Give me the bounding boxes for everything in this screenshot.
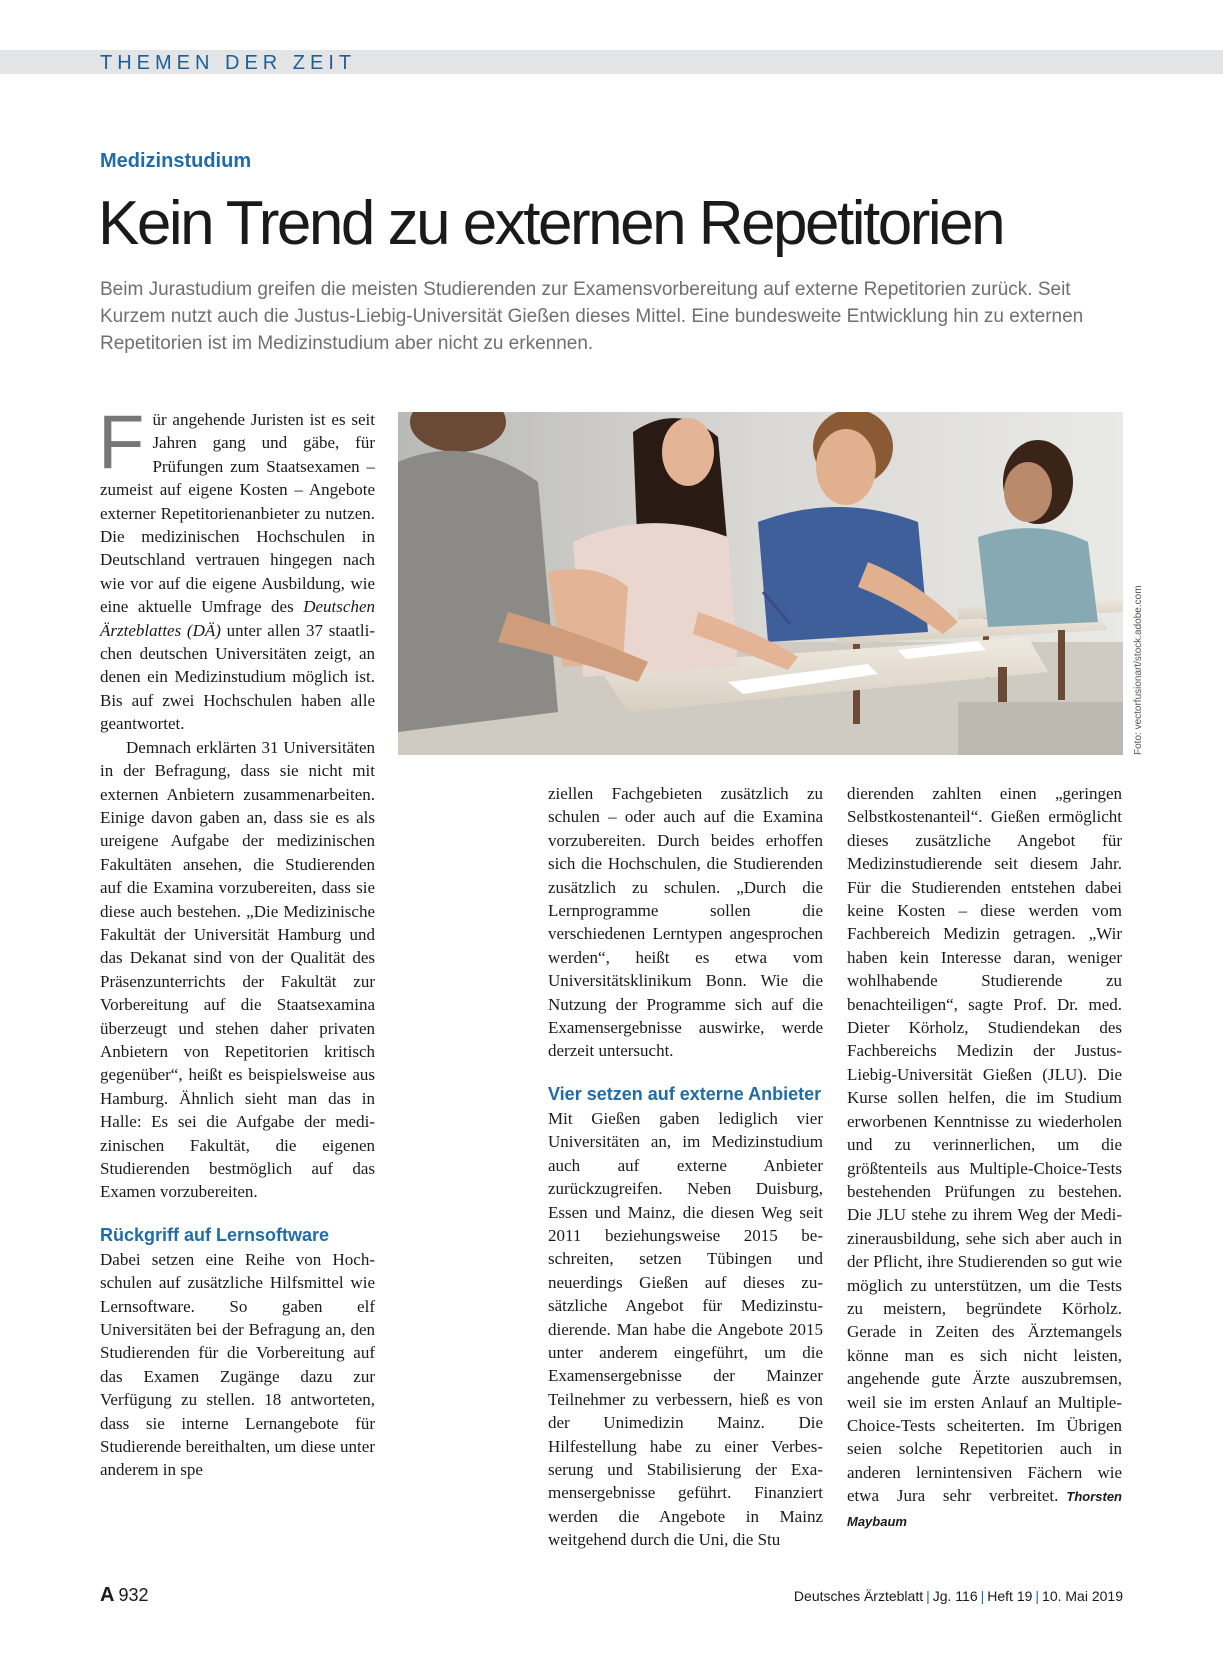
drop-cap: F [98,400,145,485]
section-label: THEMEN DER ZEIT [100,52,357,74]
paragraph-3-continued: ziellen Fachgebieten zusätzlich zu schulen – oder auch auf die Examina vorzubereiten. Durch beides erhoffen sich die Hochschulen, die Studierenden zusätzlich zu schulen. „Durch die Lernprogramme sollen die verschiedenen Lerntypen angesprochen werden“, heißt es etwa vom Universitätsklinikum Bonn. Wie die Nutzung der Programme sich auf die Examensergebnisse auswirke, werde derzeit untersucht. [548,784,823,1061]
paragraph-3: Dabei setzen eine Reihe von Hochschulen auf zusätzliche Hilfsmittel wie Lernsoftware. So gaben elf Universitäten bei der Befragung an, den Studierenden für die Vorbereitung auf das Examen Zugänge dazu zur Verfügung zu stellen. 18 antworteten, dass sie interne Lernangebote für Studierende bereithalten, um diese unter anderem in spe [100,1249,375,1480]
subhead-lernsoftware: Rückgriff auf Lernsoftware [100,1224,330,1245]
page-prefix: A [100,1584,115,1606]
footer-separator: | [1035,1588,1040,1604]
intro-text-end: unter allen 37 staatlichen deutschen Universitäten zeigt, an denen ein Medizinstudium möglich ist. Bis auf zwei Hochschulen haben alle geantwortet. [100,620,375,734]
paragraph-4-continued-text: dierenden zahlten einen „geringen Selbstkostenanteil“. Gießen ermöglicht dieses zusätzliche Angebot für Medizinstudierende seit diesem Jahr. Für die Studierenden entstehen dabei keine Kosten – diese werden vom Fachbereich Medizin getragen. „Wir haben kein Interesse daran, weniger wohlhabende Studierende zu benachteiligen“, sagte Prof. Dr. med. Dieter Körholz, Studiendekan des Fachbereichs Medizin der Justus-Liebig-Universität Gießen (JLU). Die Kurse sollen helfen, die im Studium erworbenen Kenntnisse zu wiederholen und zu verinnerlichen, um die größtenteils aus Multiple-Choice-Tests bestehenden Prüfungen zu bestehen. Die JLU stehe zu ihrem Weg der Medizinerausbildung, sehe sich aber auch in der Pflicht, ihre Studierenden so gut wie möglich zu unterstützen, um die Tests zu meistern, begründete Körholz. Gerade in Zeiten des Ärztemangels könne man es sich nicht leisten, angehende gute Ärzte auszubremsen, weil sie im ersten Anlauf an Multiple-Choice-Tests scheiterten. Im Übrigen seien solche Repetitorien auch in anderen lernintensiven Fächern wie etwa Jura sehr verbreitet. [847,784,1122,1506]
article-kicker: Medizinstudium [100,150,252,172]
subhead-externe-anbieter: Vier setzen auf externe Anbieter [548,1083,822,1104]
paragraph-2: Demnach erklärten 31 Universitäten in der Befragung, dass sie nicht mit externen Anbietern zusammenarbeiten. Einige davon gaben an, dass sie es als ureigene Aufgabe der medizinischen Fakultäten ansehen, die Studierenden auf die Examina vorzubereiten, dass sie diese auch bestehen. „Die Medizinische Fakultät der Universität Hamburg und das Dekanat sind von der Qualität des Präsenzunterrichts der Fakultät zur Vorbereitung auf die Staatsexamina überzeugt und stehen daher privaten Anbietern von Repetitorien kritisch gegenüber“, heißt es beispielsweise aus Hamburg. Ähnlich sieht man das in Halle: Es sei die Aufgabe der medizinischen Fakultät, die eigenen Studierenden bestmöglich auf das Examen vorzubereiten. [100,737,375,1202]
text-column-2 [548,782,823,1552]
text-column-3 [847,782,1122,1533]
journal-footer [794,1588,1123,1604]
text-column-1 [98,400,375,1482]
article-photo [398,412,1123,755]
footer-volume: Jg. 116 [932,1588,978,1604]
students-in-exam-illustration [398,412,1123,755]
paragraph-intro [98,400,375,736]
footer-date: 10. Mai 2019 [1042,1588,1123,1604]
intro-text-start: ür angehende Juristen ist es seit Jahren gang und gäbe, für Prüfungen zum Staatsexamen – zumeist auf eigene Kosten – Angebote externer Repetitorienanbieter zu nutzen. Die medizinischen Hochschulen in Deutschland vertrauen hingegen nach wie vor auf die eigene Ausbildung, wie eine aktuelle Umfrage des [100,410,375,617]
article-headline: Kein Trend zu externen Repetitorien [98,189,1004,258]
footer-journal: Deutsches Ärzteblatt [793,1588,924,1604]
page-number-value: 932 [118,1585,149,1605]
journal-name: Deutschen Ärzteblattes (DÄ) [100,597,375,640]
footer-separator: | [980,1588,985,1604]
photo-credit: Foto: vectorfusionart/stock.adobe.com [1133,585,1144,755]
article-lead: Beim Jurastudium greifen die meisten Studierenden zur Examensvorbereitung auf externe Repetitorien zurück. Seit Kurzem nutzt auch die Justus-Liebig-Universität Gießen dieses Mittel. Eine bundesweite Entwicklung hin zu externen Repetitorien ist im Medizinstudium aber nicht zu erkennen. [100,279,1084,354]
page-number [100,1584,149,1607]
paragraph-4-continued [847,782,1122,1533]
footer-separator: | [926,1588,930,1604]
paragraph-4: Mit Gießen gaben lediglich vier Universitäten an, im Medizinstudium auch auf externe Anbieter zurückzugreifen. Neben Duisburg, Essen und Mainz, die diesen Weg seit 2011 beziehungsweise 2015 beschreiten, setzen Tübingen und neuerdings Gießen auf dieses zusätzliche Angebot für Medizinstudierende. Man habe die Angebote 2015 unter anderem eingeführt, um die Examensergebnisse der Mainzer Teilnehmer zu verbessern, hieß es von der Unimedizin Mainz. Die Hilfestellung habe zu einer Verbesserung und Stabilisierung der Examensergebnisse geführt. Finanziert werden die Angebote in Mainz weitgehend durch die Uni, die Stu [548,1108,823,1550]
footer-issue: Heft 19 [987,1588,1033,1604]
author-name: Thorsten Maybaum [847,1489,1122,1529]
